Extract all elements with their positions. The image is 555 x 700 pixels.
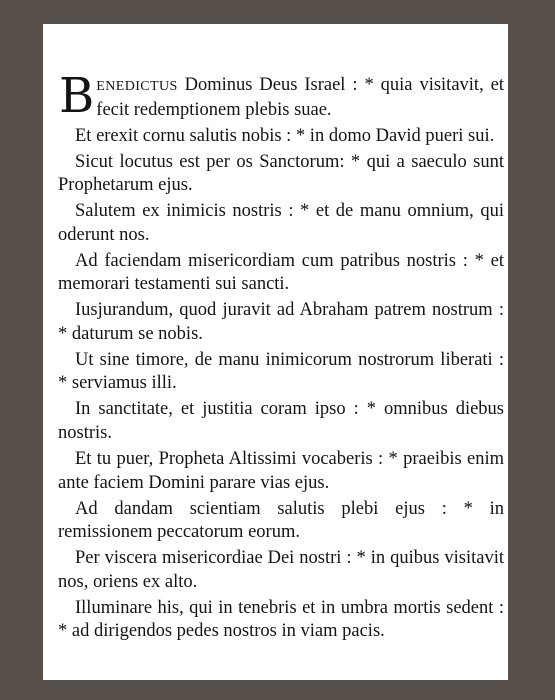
verse-7: Ut sine timore, de manu inimicorum nostrorum liberati : * serviamus illi. (58, 349, 504, 394)
canticle-text (58, 68, 504, 646)
verse-10: Ad dandam scientiam salutis plebi ejus : * in remissionem peccatorum eorum. (58, 498, 504, 543)
drop-cap: B (59, 68, 95, 124)
verse-5: Ad faciendam misericordiam cum patribus nostris : * et memorari testamenti sui sancti. (58, 250, 504, 295)
verse-6: Iusjurandum, quod juravit ad Abraham patrem nostrum : * daturum se nobis. (58, 300, 504, 344)
verse-4: Salutem ex inimicis nostris : * et de manu omnium, qui oderunt nos. (58, 201, 504, 245)
scanned-page (43, 24, 508, 680)
verse-8: In sanctitate, et justitia coram ipso : * omnibus diebus nostris. (58, 399, 504, 444)
verse-3: Sicut locutus est per os Sanctorum: * qui a saeculo sunt Prophetarum ejus. (58, 151, 504, 196)
verse-11: Per viscera misericordiae Dei nostri : * in quibus visitavit nos, oriens ex alto. (58, 548, 504, 592)
verse-12: Illuminare his, qui in tenebris et in umbra mortis sedent : * ad dirigendos pedes nostros in viam pacis. (58, 597, 504, 642)
verse-1 (58, 68, 504, 124)
verse-1-text: Dominus Deus Israel : * quia visitavit, et fecit redemptionem plebis suae. (96, 75, 504, 120)
verse-9: Et tu puer, Propheta Altissimi vocaberis : * praeibis enim ante faciem Domini parare vias ejus. (58, 449, 504, 493)
first-word-small-caps: ENEDICTUS (96, 79, 178, 94)
verse-2: Et erexit cornu salutis nobis : * in domo David pueri sui. (75, 125, 495, 146)
